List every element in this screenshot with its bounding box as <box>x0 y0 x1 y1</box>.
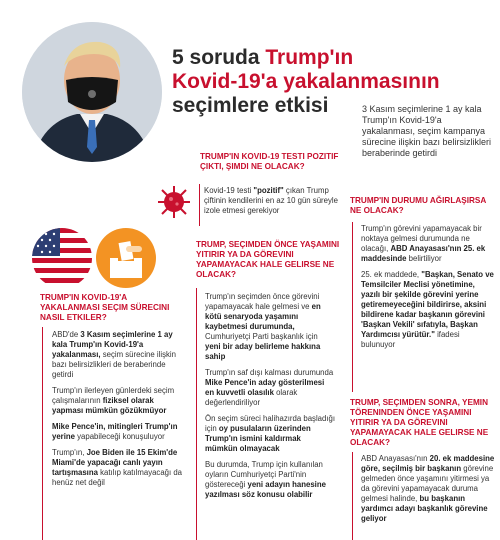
q1-text: çıkan Trump çiftinin kendilerini en az 10 gün süreyle izole etmesi gerekiyor <box>204 186 338 215</box>
q4-title: TRUMP'IN DURUMU AĞIRLAŞIRSA NE OLACAK? <box>350 196 486 215</box>
q5-title: TRUMP, SEÇIMDEN SONRA, YEMIN TÖRENINDEN ÖNCE YAŞAMINI YITIRIR YA DA GÖREVINI YAPAMAYACAK HALE GELIRSE NE OLACAK? <box>350 398 489 447</box>
q2-text: Trump'ın, <box>52 448 87 457</box>
title-highlight: Trump'ın <box>265 46 354 69</box>
q4-text: belirtiliyor <box>406 254 442 263</box>
q4-bold: "Başkan, Senato ve Temsilciler Meclisi yönetimine, yazılı bir şekilde görevini yerine getiremeyeceğini bildirirse, aksini bildirene kadar başkanın görevini 'Başkan Vekili' sıfatıyla, Başkan Yardımcısı yürütür." <box>361 270 494 339</box>
q3-title: TRUMP, SEÇIMDEN ÖNCE YAŞAMINI YITIRIR YA DA GÖREVINI YAPAMAYACAK HALE GELIRSE NE OLACAK? <box>196 240 340 279</box>
q2-text: yapabileceği konuşuluyor <box>74 432 165 441</box>
q2-bold: 3 Kasım seçimlerine 1 ay kala Trump'ın Kovid-19'a yakalanması, <box>52 330 173 359</box>
portrait-illustration <box>22 22 162 162</box>
q2-bold: fiziksel olarak yapması mümkün gözükmüyor <box>52 396 167 415</box>
q3-divider <box>196 288 197 540</box>
q5-body <box>361 454 495 530</box>
virus-icon <box>156 184 192 220</box>
q4-text: 25. ek maddede, <box>361 270 422 279</box>
us-flag-icon <box>32 228 92 288</box>
q2-text: Trump'ın ilerleyen günlerdeki seçim çalışmalarının <box>52 386 175 405</box>
q2-body <box>52 330 182 494</box>
q1-body <box>204 186 344 222</box>
q4-body <box>361 224 495 356</box>
q2-text: ABD'de <box>52 330 81 339</box>
q5-bold: bu başkanın yardımcı adayı başkanlık görevine geliyor <box>361 494 488 523</box>
q4-text: Trump'ın görevini yapamayacak bir noktaya gelmesi durumunda ne olacağı, <box>361 224 482 253</box>
q2-bold: Mike Pence'in, mitingleri Trump'ın yerine <box>52 422 178 441</box>
q3-bold: Mike Pence'in aday gösterilmesi en kuvvetli olasılık <box>205 378 325 397</box>
q4-text: ifadesi bulunuyor <box>361 330 460 349</box>
q4-divider <box>352 222 353 392</box>
ballot-box-icon <box>96 228 156 288</box>
intro-text: 3 Kasım seçimlerine 1 ay kala Trump'ın Kovid-19'a yakalanması, seçim kampanya sürecine ilişkin bazı belirsizlikleri beraberinde getirdi <box>362 104 492 158</box>
q2-text: seçim sürecine ilişkin bazı belirsizlikleri de beraberinde getirdi <box>52 350 176 379</box>
title-part: 5 soruda <box>172 46 266 69</box>
q3-bold: yeni bir aday belirleme hakkına sahip <box>205 342 321 361</box>
title-line3: seçimlere etkisi <box>172 94 329 117</box>
q3-text: Cumhuriyetçi Parti başkanlık için <box>205 332 318 341</box>
q3-text: Trump'ın seçimden önce görevini yapamayacak hale gelmesi ve <box>205 292 320 311</box>
q5-bold: 20. ek maddesine göre, seçilmiş bir başkanın <box>361 454 495 473</box>
q5-text: ABD Anayasası'nın <box>361 454 430 463</box>
q2-title: TRUMP'IN KOVID-19'A YAKALANMASI SEÇIM SÜRECINI NASIL ETKILER? <box>40 293 170 322</box>
q3-text: Ön seçim süreci halihazırda başladığı için <box>205 414 336 433</box>
q5-text: görevine gelmeden önce yaşamını yitirmesi ya da görevini yapamayacak duruma gelmesi halinde, <box>361 464 494 503</box>
q1-divider <box>199 184 200 226</box>
q1-text: Kovid-19 testi <box>204 186 254 195</box>
q2-bold: Joe Biden ile 15 Ekim'de Miami'de yapacağı canlı yayın tartışmasına <box>52 448 178 477</box>
q3-text: Bu durumda, Trump için kullanılan oyların Cumhuriyetçi Parti'nin göstereceği <box>205 460 323 489</box>
q5-divider <box>352 452 353 540</box>
q3-bold: yeni adayın hanesine yazılması söz konusu olabilir <box>205 480 326 499</box>
trump-portrait <box>22 22 162 162</box>
q2-text: katılıp katılmayacağı da henüz net değil <box>52 468 183 487</box>
q1-bold: "pozitif" <box>253 186 284 195</box>
q2-divider <box>42 327 43 540</box>
q4-bold: ABD Anayasası'nın 25. ek maddesinde <box>361 244 486 263</box>
q3-bold: en kötü senaryoda yaşamını kaybetmesi durumunda, <box>205 302 321 331</box>
q3-text: Trump'ın saf dışı kalması durumunda <box>205 368 334 377</box>
q3-body <box>205 292 335 506</box>
q3-bold: oy pusulaların üzerinden Trump'ın ismini kaldırmak mümkün olmayacak <box>205 424 311 453</box>
q1-title: TRUMP'IN KOVID-19 TESTI POZITIF ÇIKTI, ŞIMDI NE OLACAK? <box>200 152 339 171</box>
title-line2: Kovid-19'a yakalanmasının <box>172 70 440 93</box>
q3-text: olarak değerlendiriliyor <box>205 388 298 407</box>
